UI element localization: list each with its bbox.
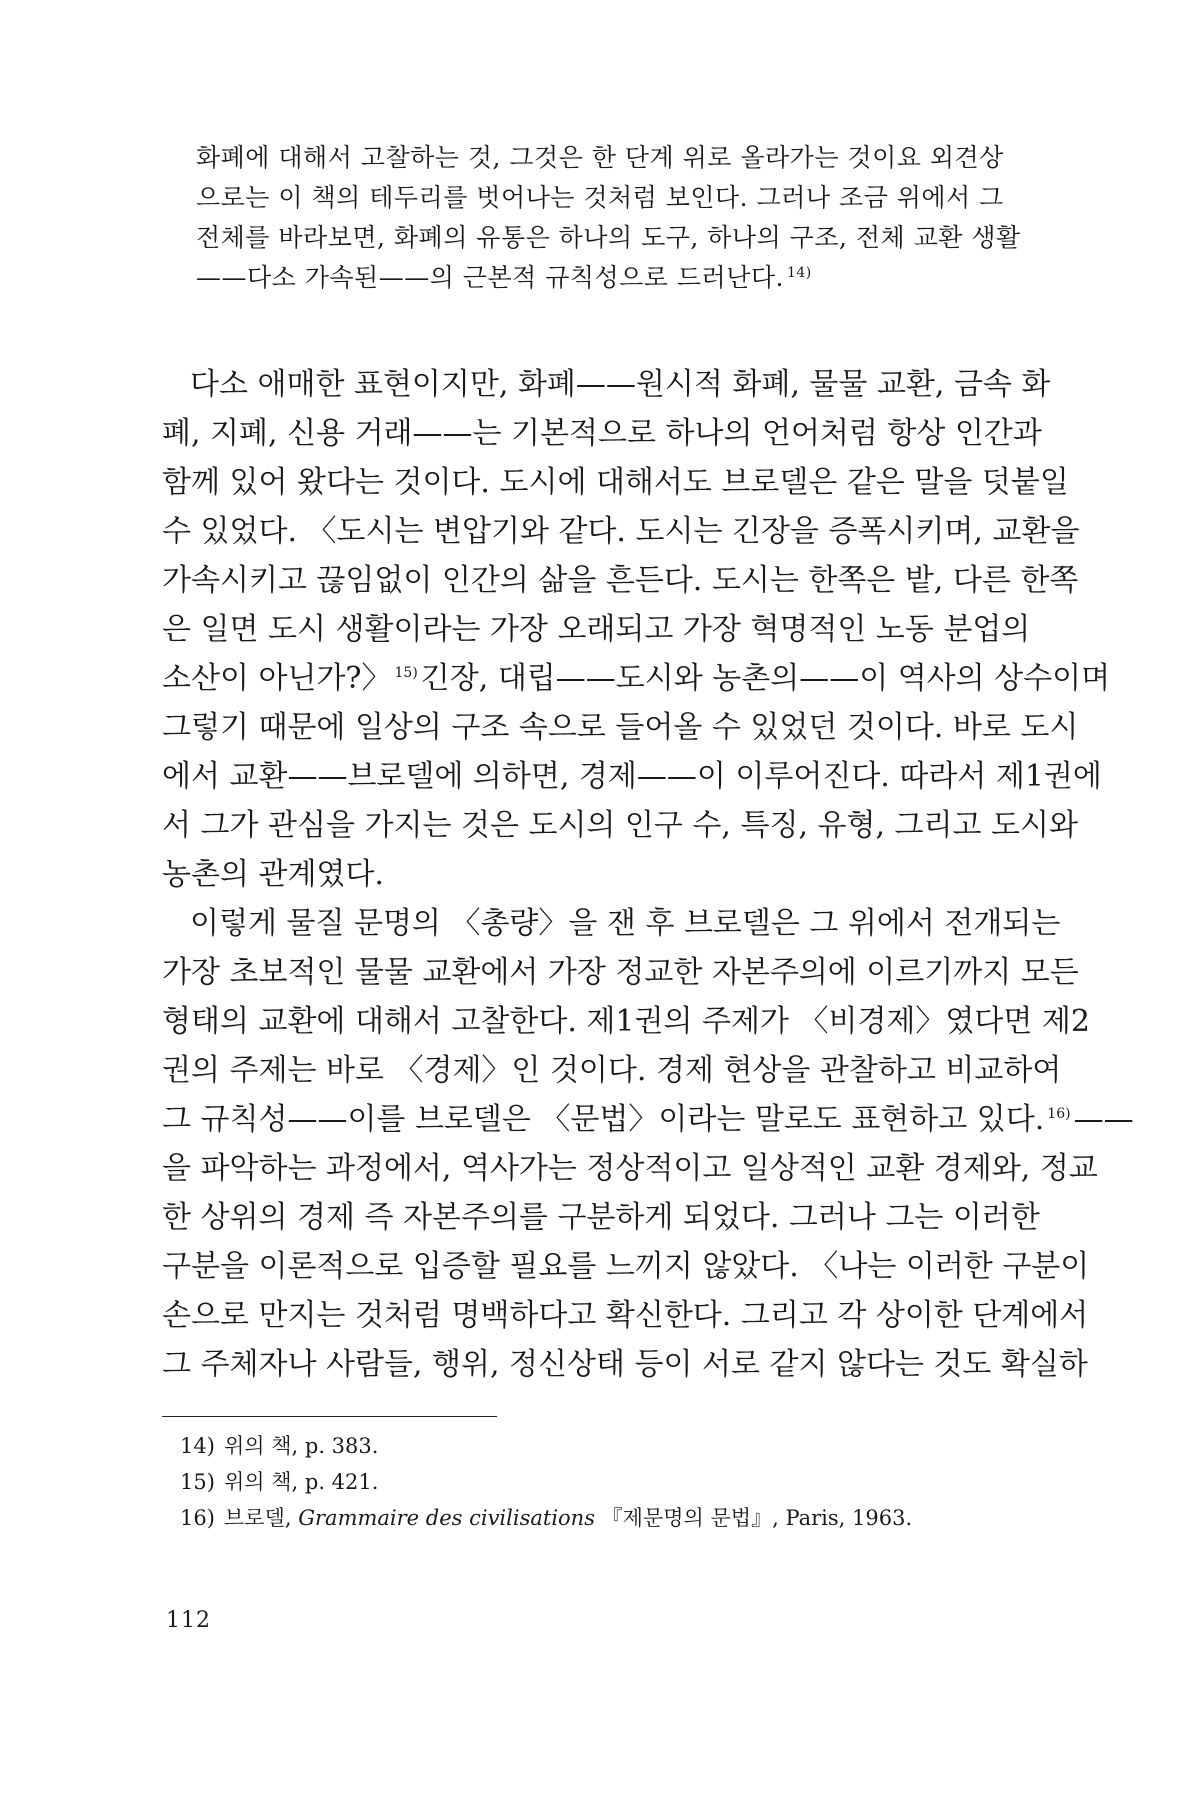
paragraph-line: 에서 교환——브로델에 의하면, 경제——이 이루어진다. 따라서 제1권에 xyxy=(162,759,1102,794)
quote-line xyxy=(196,258,1026,298)
paragraph-line: 서 그가 관심을 가지는 것은 도시의 인구 수, 특징, 유형, 그리고 도시와 xyxy=(162,808,1078,843)
footnote-number: 16) xyxy=(180,1506,215,1530)
footnote-title-korean: 『제문명의 문법』, xyxy=(601,1506,779,1530)
paragraph-line: 가속시키고 끊임없이 인간의 삶을 흔든다. 도시는 한쪽은 밭, 다른 한쪽 xyxy=(162,563,1079,598)
footnote-marker-16: 16) xyxy=(1047,1106,1071,1122)
paragraph-line: 은 일면 도시 생활이라는 가장 오래되고 가장 혁명적인 노동 분업의 xyxy=(162,612,1031,647)
footnote-text: 위의 책, p. 421. xyxy=(224,1470,379,1494)
paragraph-line: 가장 초보적인 물물 교환에서 가장 정교한 자본주의에 이르기까지 모든 xyxy=(162,955,1079,990)
paragraph-line: 손으로 만지는 것처럼 명백하다고 확신한다. 그리고 각 상이한 단계에서 xyxy=(162,1298,1089,1333)
paragraph-line: 수 있었다. 〈도시는 변압기와 같다. 도시는 긴장을 증폭시키며, 교환을 xyxy=(162,514,1080,549)
paragraph-line: 농촌의 관계였다. xyxy=(162,857,384,892)
footnote-text: 위의 책, p. 383. xyxy=(224,1434,379,1458)
paragraph-line: 다소 애매한 표현이지만, 화폐——원시적 화폐, 물물 교환, 금속 화 xyxy=(190,367,1051,402)
paragraph-line: 그 주체자나 사람들, 행위, 정신상태 등이 서로 같지 않다는 것도 확실하 xyxy=(162,1347,1088,1382)
quote-line: 전체를 바라보면, 화폐의 유통은 하나의 도구, 하나의 구조, 전체 교환 생활 xyxy=(196,223,1021,252)
footnote-rest: Paris, 1963. xyxy=(785,1506,913,1530)
paragraph-text: 그 규칙성——이를 브로델은 〈문법〉이라는 말로도 표현하고 있다. xyxy=(162,1102,1045,1137)
footnote-number: 14) xyxy=(180,1434,215,1458)
footnote-divider xyxy=(162,1416,497,1417)
paragraph-line: 그렇기 때문에 일상의 구조 속으로 들어올 수 있었던 것이다. 바로 도시 xyxy=(162,710,1079,745)
footnote-author: 브로델, xyxy=(224,1506,292,1530)
footnote-title-italic: Grammaire des civilisations xyxy=(298,1506,595,1530)
page-number: 112 xyxy=(166,1608,211,1633)
footnote-marker-14: 14) xyxy=(786,264,812,281)
paragraph-text: —— xyxy=(1073,1102,1134,1137)
paragraph-line: 함께 있어 왔다는 것이다. 도시에 대해서도 브로델은 같은 말을 덧붙일 xyxy=(162,465,1069,500)
quote-line: 화폐에 대해서 고찰하는 것, 그것은 한 단계 위로 올라가는 것이요 외견상 xyxy=(196,143,1004,172)
footnote-item xyxy=(180,1500,1040,1536)
paragraph-text: 소산이 아닌가?〉 xyxy=(162,661,392,696)
quote-line: 으로는 이 책의 테두리를 벗어나는 것처럼 보인다. 그러나 조금 위에서 그 xyxy=(196,183,1004,212)
paragraph-line: 폐, 지폐, 신용 거래——는 기본적으로 하나의 언어처럼 항상 인간과 xyxy=(162,416,1042,451)
paragraph-line: 한 상위의 경제 즉 자본주의를 구분하게 되었다. 그러나 그는 이러한 xyxy=(162,1200,1040,1235)
paragraph-line: 을 파악하는 과정에서, 역사가는 정상적이고 일상적인 교환 경제와, 정교 xyxy=(162,1151,1098,1186)
paragraph-line: 구분을 이론적으로 입증할 필요를 느끼지 않았다. 〈나는 이러한 구분이 xyxy=(162,1249,1090,1284)
footnote-item xyxy=(180,1428,1040,1464)
paragraph-text: 긴장, 대립——도시와 농촌의——이 역사의 상수이며 xyxy=(420,661,1111,696)
paragraph-line xyxy=(162,1095,1134,1144)
footnote-item xyxy=(180,1464,1040,1500)
body-text xyxy=(162,360,1134,1389)
paragraph-line xyxy=(162,654,1111,703)
footnote-marker-15: 15) xyxy=(394,665,418,681)
footnote-number: 15) xyxy=(180,1470,215,1494)
paragraph-line: 형태의 교환에 대해서 고찰한다. 제1권의 주제가 〈비경제〉였다면 제2 xyxy=(162,1004,1090,1039)
quote-line-text: ——다소 가속된——의 근본적 규칙성으로 드러난다. xyxy=(196,263,784,292)
paragraph-line: 권의 주제는 바로 〈경제〉인 것이다. 경제 현상을 관찰하고 비교하여 xyxy=(162,1053,1062,1088)
footnotes xyxy=(180,1428,1040,1536)
paragraph-line: 이렇게 물질 문명의 〈총량〉을 잰 후 브로델은 그 위에서 전개되는 xyxy=(190,906,1061,941)
block-quote xyxy=(196,138,1026,298)
